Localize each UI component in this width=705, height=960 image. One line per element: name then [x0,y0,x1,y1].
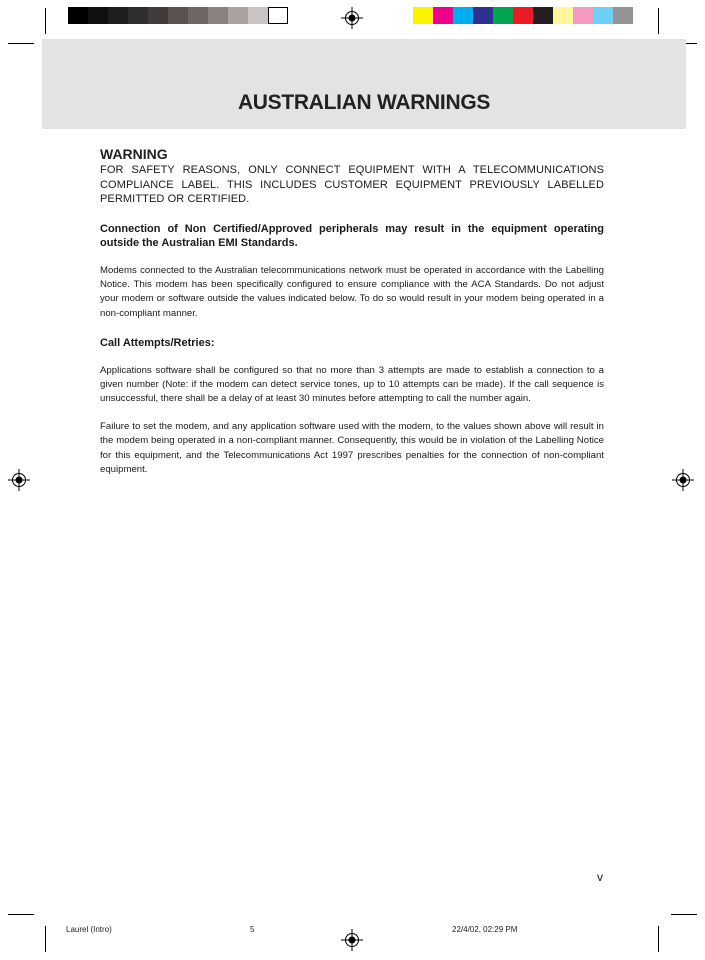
registration-mark-icon [341,929,363,951]
color-swatch [228,7,248,24]
warning-heading: WARNING [100,146,168,162]
call-attempts-heading: Call Attempts/Retries: [100,337,215,350]
crop-mark [45,8,46,34]
color-swatch [413,7,433,24]
color-swatch [168,7,188,24]
color-swatch [533,7,553,24]
color-swatch [188,7,208,24]
color-swatch [513,7,533,24]
color-swatch [553,7,573,24]
color-swatch [208,7,228,24]
color-swatch [473,7,493,24]
footer-timestamp: 22/4/02, 02:29 PM [452,925,518,934]
emi-notice: Connection of Non Certified/Approved peripherals may result in the equipment operating outside the Australian EMI Standards. [100,222,604,249]
failure-paragraph: Failure to set the modem, and any application software used with the modem, to the values shown above will result in the modem being operated in a non-compliant manner. Consequently, this would be in violation of the Labelling Notice for this equipment, and the Telecommunications Act 1997 prescribes penalties for the connection of non-compliant equipment. [100,420,604,476]
color-swatch [68,7,88,24]
crop-mark [8,914,34,915]
crop-mark [671,914,697,915]
color-swatch [493,7,513,24]
color-swatch [248,7,268,24]
color-swatch [128,7,148,24]
gray-calibration-bar [68,7,288,24]
footer-file-name: Laurel (Intro) [66,925,112,934]
crop-mark [45,926,46,952]
color-swatch [433,7,453,24]
registration-mark-icon [8,469,30,491]
call-attempts-paragraph: Applications software shall be configured so that no more than 3 attempts are made to establish a connection to a given number (Note: if the modem can detect service tones, up to 10 attempts can be made). If the call sequence is unsuccessful, there shall be a delay of at least 30 minutes before attempting to call the number again. [100,364,604,405]
crop-mark [658,8,659,34]
page-number: v [597,870,603,884]
color-swatch [148,7,168,24]
crop-mark [658,926,659,952]
modem-paragraph: Modems connected to the Australian telecommunications network must be operated in accordance with the Labelling Notice. This modem has been specifically configured to ensure compliance with the ACA Standards. Do not adjust your modem or software outside the values indicated below. To do so would result in your modem being operated in a non-compliant manner. [100,264,604,319]
color-swatch [108,7,128,24]
color-swatch [88,7,108,24]
color-swatch [453,7,473,24]
registration-mark-icon [672,469,694,491]
registration-mark-icon [341,7,363,29]
color-swatch [613,7,633,24]
crop-mark [8,43,34,44]
page-title: AUSTRALIAN WARNINGS [237,91,491,114]
footer-sheet-number: 5 [250,925,255,934]
color-swatch [593,7,613,24]
color-swatch [268,7,288,24]
color-calibration-bar [413,7,633,24]
warning-text: FOR SAFETY REASONS, ONLY CONNECT EQUIPMENT WITH A TELECOMMUNICATIONS COMPLIANCE LABEL. THIS INCLUDES CUSTOMER EQUIPMENT PREVIOUSLY LABELLED PERMITTED OR CERTIFIED. [100,164,604,205]
header-band [42,39,686,129]
document-body [100,146,604,477]
color-swatch [573,7,593,24]
